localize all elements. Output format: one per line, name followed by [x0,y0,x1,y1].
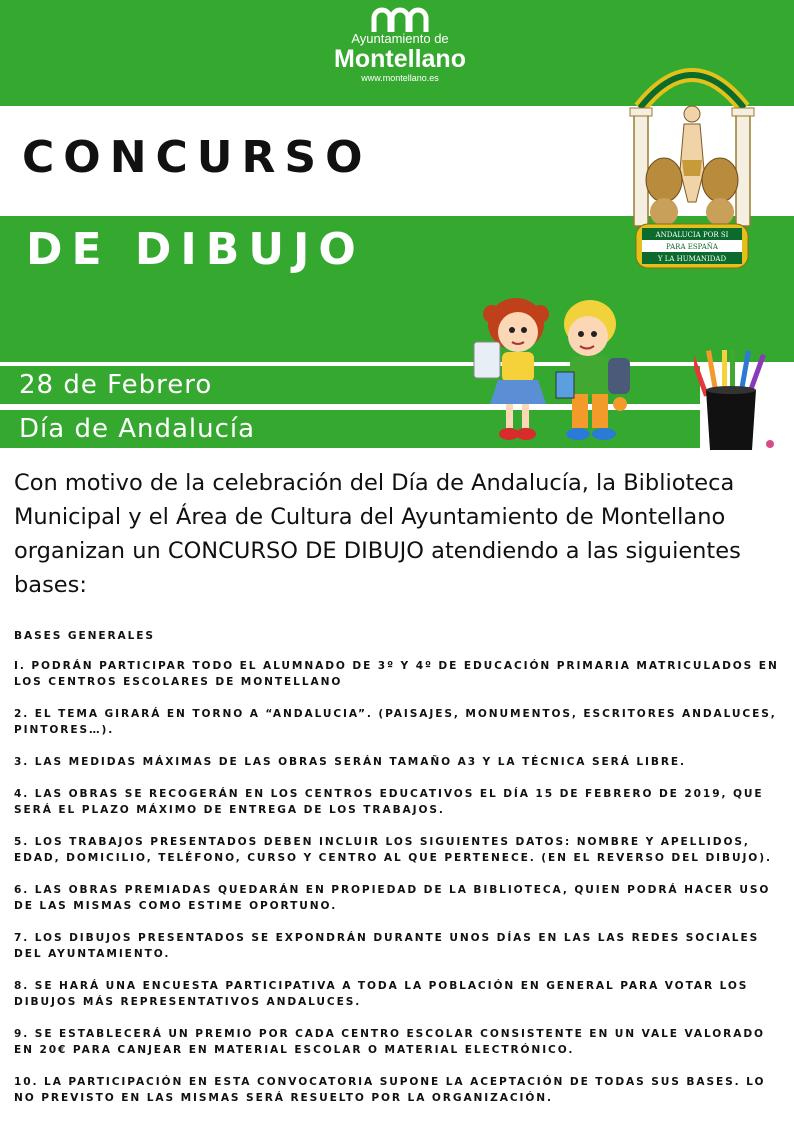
intro-paragraph: Con motivo de la celebración del Día de Andalucía, la Biblioteca Municipal y el Área de Cultura del Ayuntamiento de Montellano organizan un CONCURSO DE DIBUJO atendiendo a las siguientes bases: [14,470,741,598]
rule-item: 7. LOS DIBUJOS PRESENTADOS SE EXPONDRÁN DURANTE UNOS DÍAS EN LAS LAS REDES SOCIALES DEL AYUNTAMIENTO. [14,932,760,960]
rules-heading: BASES GENERALES [14,630,155,642]
rule-item: 8. SE HARÁ UNA ENCUESTA PARTICIPATIVA A TODA LA POBLACIÓN EN GENERAL PARA VOTAR LOS DIBUJOS MÁS REPRESENTATIVOS ANDALUCES. [14,980,749,1008]
rule-item: 6. LAS OBRAS PREMIADAS QUEDARÁN EN PROPIEDAD DE LA BIBLIOTECA, QUIEN PODRÁ HACER USO DE LAS MISMAS COMO ESTIME OPORTUNO. [14,884,771,912]
children-with-backpacks-icon [468,284,644,460]
logo-subtitle: Ayuntamiento de [351,31,449,46]
rule-item: 5. LOS TRABAJOS PRESENTADOS DEBEN INCLUIR LOS SIGUIENTES DATOS: NOMBRE Y APELLIDOS, EDAD, DOMICILIO, TELÉFONO, CURSO Y CENTRO AL QUE PERTENECE. (EN EL REVERSO DEL DIBUJO). [14,836,772,864]
logo-name: Montellano [334,45,466,73]
rule-item: 2. EL TEMA GIRARÁ EN TORNO A “ANDALUCIA”. (PAISAJES, MONUMENTOS, ESCRITORES ANDALUCES, PINTORES…). [14,708,777,736]
title-concurso: CONCURSO [22,132,372,183]
rule-item: 10. LA PARTICIPACIÓN EN ESTA CONVOCATORIA SUPONE LA ACEPTACIÓN DE TODAS SUS BASES. LO NO PREVISTO EN LAS MISMAS SERÁ RESUELTO POR LA ORGANIZACIÓN. [14,1076,766,1104]
event-name: Día de Andalucía [19,414,256,444]
rules-list [14,628,780,1122]
arches-logo-icon [370,6,430,32]
municipality-logo [310,6,490,102]
rule-item: I. PODRÁN PARTICIPAR TODO EL ALUMNADO DE 3º Y 4º DE EDUCACIÓN PRIMARIA MATRICULADOS EN LOS CENTROS ESCOLARES DE MONTELLANO [14,660,779,688]
andalusia-coat-of-arms-icon [626,52,758,276]
rule-item: 9. SE ESTABLECERÁ UN PREMIO POR CADA CENTRO ESCOLAR CONSISTENTE EN UN VALE VALORADO EN 20€ PARA CANJEAR EN MATERIAL ESCOLAR O MATERIAL ELECTRÓNICO. [14,1028,765,1056]
rule-item: 3. LAS MEDIDAS MÁXIMAS DE LAS OBRAS SERÁN TAMAÑO A3 Y LA TÉCNICA SERÁ LIBRE. [14,756,686,768]
event-date: 28 de Febrero [19,370,213,400]
pencil-cup-icon [694,350,786,454]
motto-mid: PARA ESPAÑA [666,243,718,251]
motto-top: ANDALUCIA POR SI [655,231,729,239]
title-de-dibujo: DE DIBUJO [26,224,365,275]
rule-item: 4. LAS OBRAS SE RECOGERÁN EN LOS CENTROS EDUCATIVOS EL DÍA 15 DE FEBRERO DE 2019, QUE SERÁ EL PLAZO MÁXIMO DE ENTREGA DE LOS TRABAJOS. [14,788,764,816]
logo-url: www.montellano.es [361,73,439,83]
motto-bottom: Y LA HUMANIDAD [657,255,727,263]
